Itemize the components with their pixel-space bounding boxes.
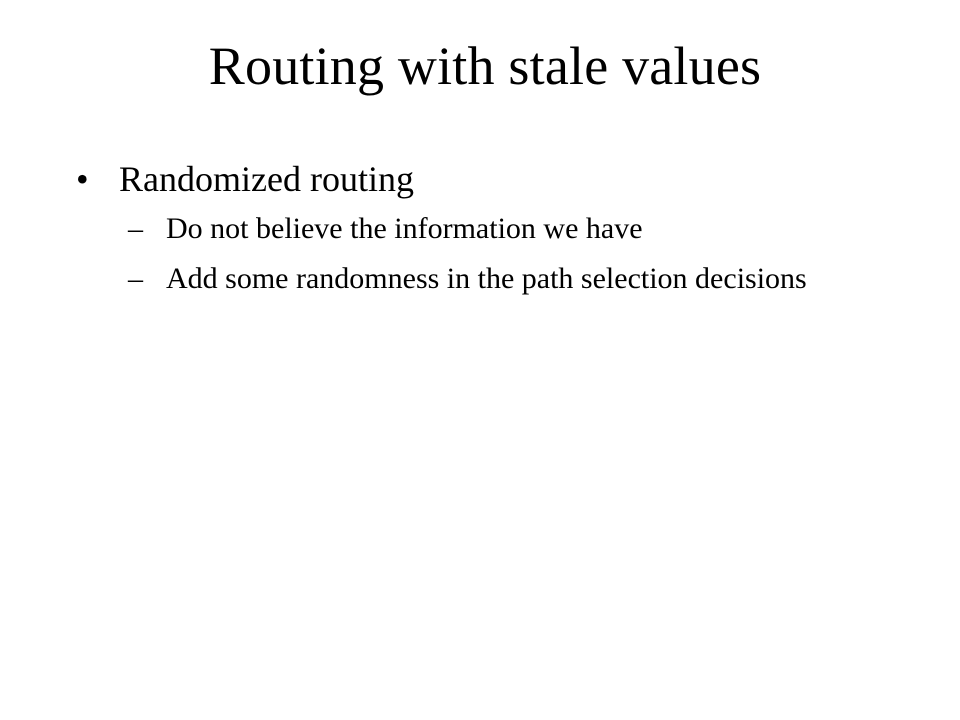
dash-marker: –: [128, 212, 143, 245]
bullet-text: Randomized routing: [119, 159, 414, 199]
bullet-item: [76, 152, 896, 296]
bullet-list: [76, 152, 896, 312]
bullet-marker: •: [76, 159, 89, 199]
sub-bullet-list: [119, 212, 896, 296]
sub-bullet-text: Do not believe the information we have: [166, 212, 643, 245]
sub-bullet-text: Add some randomness in the path selection decisions: [166, 262, 807, 295]
dash-marker: –: [128, 262, 143, 295]
sub-bullet-item: [128, 262, 866, 296]
slide-title: Routing with stale values: [208, 36, 762, 96]
sub-bullet-item: [128, 212, 866, 246]
